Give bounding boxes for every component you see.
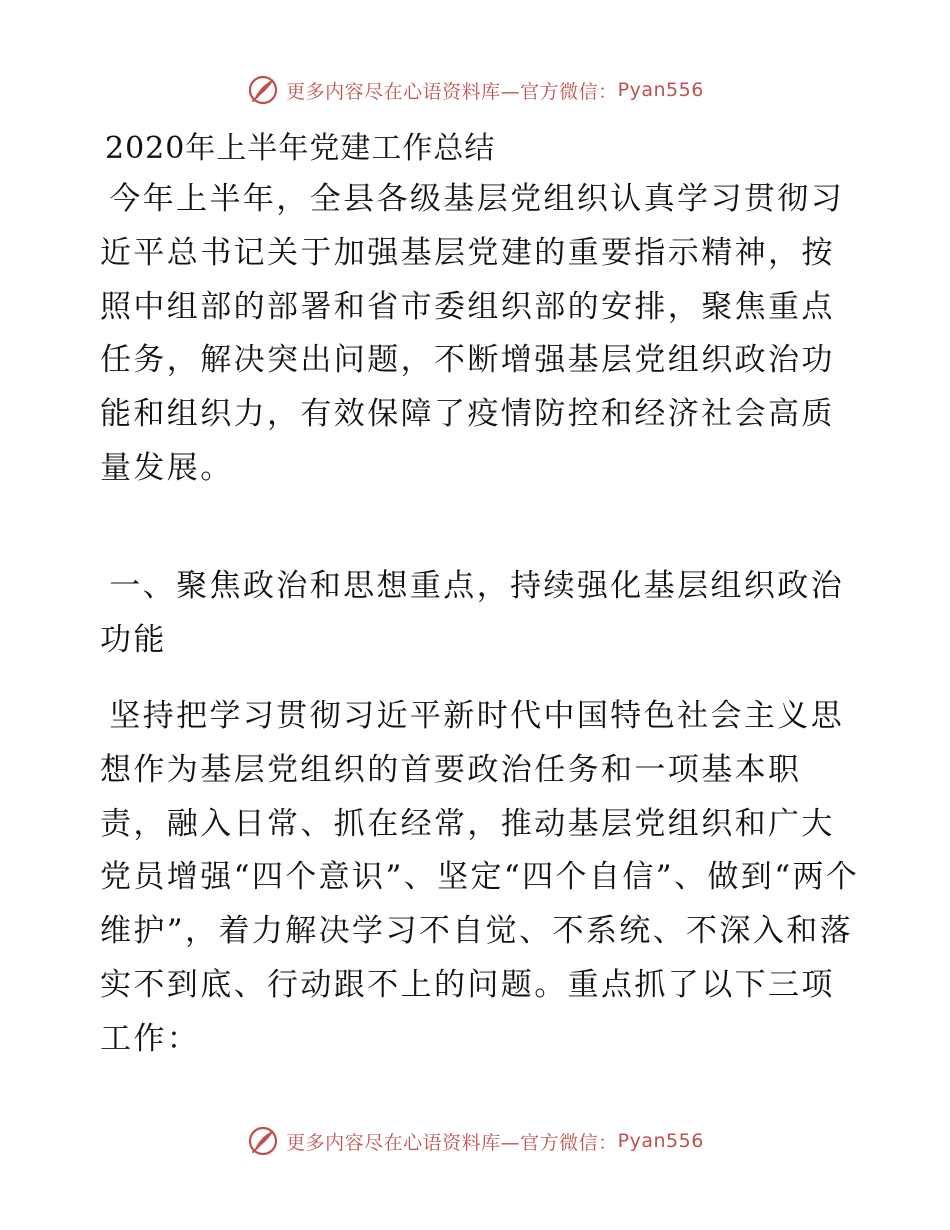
watermark-text: 更多内容尽在心语资料库—官方微信： xyxy=(286,80,618,103)
watermark-wechat-id: Pyan556 xyxy=(617,79,704,101)
intro-paragraph: 今年上半年，全县各级基层党组织认真学习贯彻习近平总书记关于加强基层党建的重要指示精神，按照中组部的部署和省市委组织部的安排，聚焦重点任务，解决突出问题，不断增强基层党组织政治功能和组织力，有效保障了疫情防控和经济社会高质量发展。 xyxy=(100,181,845,486)
header-watermark xyxy=(0,70,950,110)
watermark-text: 更多内容尽在心语资料库—官方微信： xyxy=(286,1131,618,1154)
document-title: 2020年上半年党建工作总结 xyxy=(105,131,496,166)
feather-pen-logo-icon xyxy=(246,1124,280,1158)
footer-watermark xyxy=(0,1121,950,1161)
watermark-wechat-id: Pyan556 xyxy=(617,1130,704,1152)
feather-pen-logo-icon xyxy=(246,73,280,107)
section-1-heading: 一、聚焦政治和思想重点，持续强化基层组织政治功能 xyxy=(100,568,845,658)
section-1-body: 坚持把学习贯彻习近平新时代中国特色社会主义思想作为基层党组织的首要政治任务和一项基本职责，融入日常、抓在经常，推动基层党组织和广大党员增强“四个意识”、坚定“四个自信”、做到“两个维护”，着力解决学习不自觉、不系统、不深入和落实不到底、行动跟不上的问题。重点抓了以下三项工作： xyxy=(100,698,860,1057)
